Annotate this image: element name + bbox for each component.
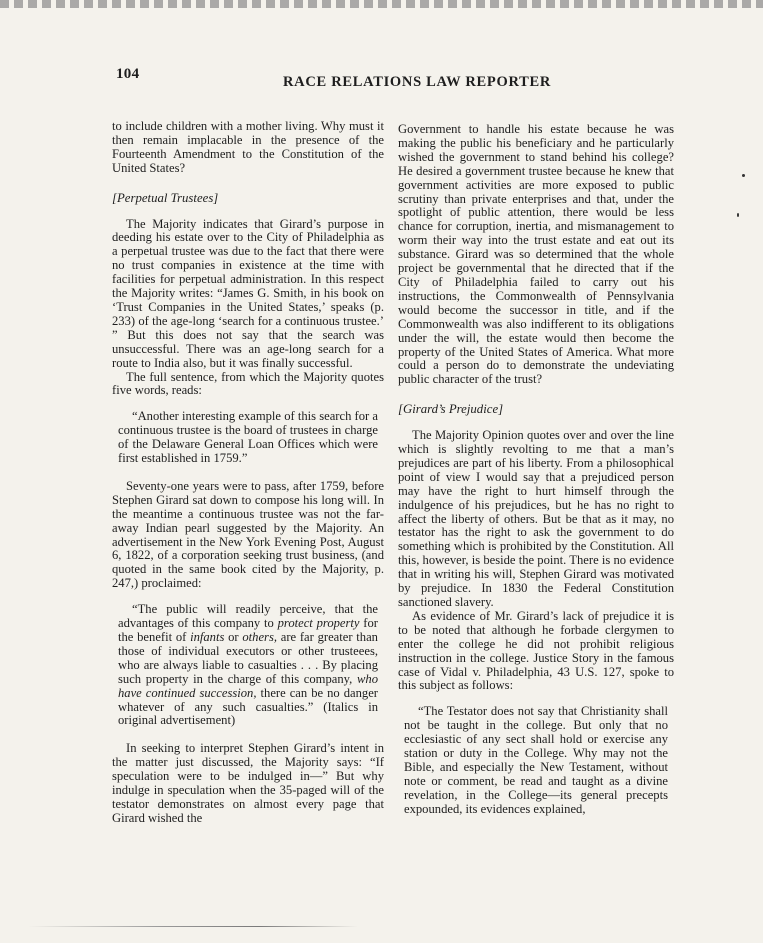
block-quote [118, 603, 378, 728]
speck-mark [737, 213, 739, 217]
paragraph: The full sentence, from which the Majority quotes five words, reads: [112, 369, 384, 398]
running-title: RACE RELATIONS LAW REPORTER [283, 74, 552, 90]
page-number: 104 [116, 66, 140, 82]
paragraph: The Majority Opinion quotes over and over the line which is slightly revolting to me that a man’s prejudices are part of his liberty. From a philosophical point of view I would say that a prejudiced person may have the right to hurt himself through the indulgence of his prejudices, but he has no right to affect the liberty of others. But be that as it may, no testator has the right to ask the government to do something which is prohibited by the Constitution. All this, however, is beside the point. There is no evidence that in writing his will, Stephen Girard was motivated by prejudice. In 1830 the Federal Constitution sanctioned slavery. [398, 428, 674, 609]
section-heading: [Girard’s Prejudice] [398, 402, 504, 417]
paragraph: to include children with a mother living. Why must it then remain implacable in the presence of the Fourteenth Amendment to the Constitution of the United States? [112, 119, 384, 175]
paragraph: In seeking to interpret Stephen Girard’s intent in the matter just discussed, the Majority says: “If speculation were to be indulged in—” But why indulge in speculation when the 35-paged will of the testator demonstrates on almost every page that Girard wished the [112, 741, 384, 825]
quote-segment: there can be no danger whatever of any such casualties.” (Italics in original advertisement) [118, 685, 378, 728]
quote-text: “The Testator does not say that Christianity shall not be taught in the college. But only that no ecclesiastic of any sect shall hold or exercise any station or duty in the College. Why may not the Bible, and especially the New Testament, without note or comment, be read and taught as a divine revelation, in the College—its general precepts expounded, its evidences explained, [404, 704, 668, 816]
top-border [0, 0, 763, 8]
block-quote [118, 410, 378, 466]
italic-segment: infants [190, 630, 225, 644]
block-quote [404, 705, 668, 816]
quote-segment: are far greater than those of individual executors or other trusteees, who are always liable to casualties . . . By placing such property in the charge of this company, [118, 630, 378, 686]
speck-mark [742, 174, 745, 177]
paragraph: The Majority indicates that Girard’s purpose in deeding his estate over to the City of Philadelphia as a perpetual trustee was due to the fact that there were no trust companies in existence at the time with facilities for perpetual administration. In this respect the Majority writes: “James G. Smith, in his book on ‘Trust Companies in the United States,’ speaks (p. 233) of the age-long ‘search for a continuous trustee.’ ” But this does not say that the search was unsuccessful. There was an age-long search for a route to India also, but it was finally successful. [112, 216, 384, 370]
italic-segment: who have continued succession, [118, 671, 378, 700]
section-heading: [Perpetual Trustees] [112, 190, 219, 205]
quote-segment: or [224, 630, 243, 644]
quote-segment: “The public will readily perceive, that the advantages of this company to [118, 602, 378, 631]
paragraph: As evidence of Mr. Girard’s lack of prejudice it is to be noted that although he forbade clergymen to enter the college he did not prohibit religious instruction in the college. Justice Story in the famous case of Vidal v. Philadelphia, 43 U.S. 127, spoke to this subject as follows: [398, 608, 674, 693]
bottom-rule [28, 926, 358, 927]
right-column [398, 123, 674, 831]
quote-text [118, 603, 378, 728]
paragraph: Seventy-one years were to pass, after 1759, before Stephen Girard sat down to compose his long will. In the meantime a continuous trustee was not the far-away Indian pearl suggested by the Majority. An advertisement in the New York Evening Post, August 6, 1822, of a corporation seeking trust business, (and quoted in the same book cited by the Majority, p. 247,) proclaimed: [112, 478, 384, 591]
italic-segment: protect property [277, 616, 360, 631]
italic-segment: others, [242, 630, 277, 644]
quote-text: “Another interesting example of this search for a continuous trustee is the board of trustees in charge of the Delaware General Loan Offices which were first established in 1759.” [118, 409, 378, 466]
left-column [112, 120, 384, 826]
quote-segment: for the benefit of [118, 616, 378, 644]
paragraph: Government to handle his estate because he was making the public his beneficiary and he particularly wished the government to stand behind his college? He desired a government trustee because he knew that government activities are more exposed to public scrutiny than private enterprises and that, under the spotlight of public attention, there would be less chance for corruption, inertia, and mismanagement to worm their way into the trust estate and eat out its substance. Girard was so determined that the whole project be governmental that he directed that if the City of Philadelphia failed to carry out his instructions, the Commonwealth of Pennsylvania would become the successor in title, and if the Commonwealth was also indifferent to its obligations under the will, the estate would then become the property of the United States of America. What more could a person do to demonstrate the undeviating public character of the trust? [398, 122, 674, 387]
